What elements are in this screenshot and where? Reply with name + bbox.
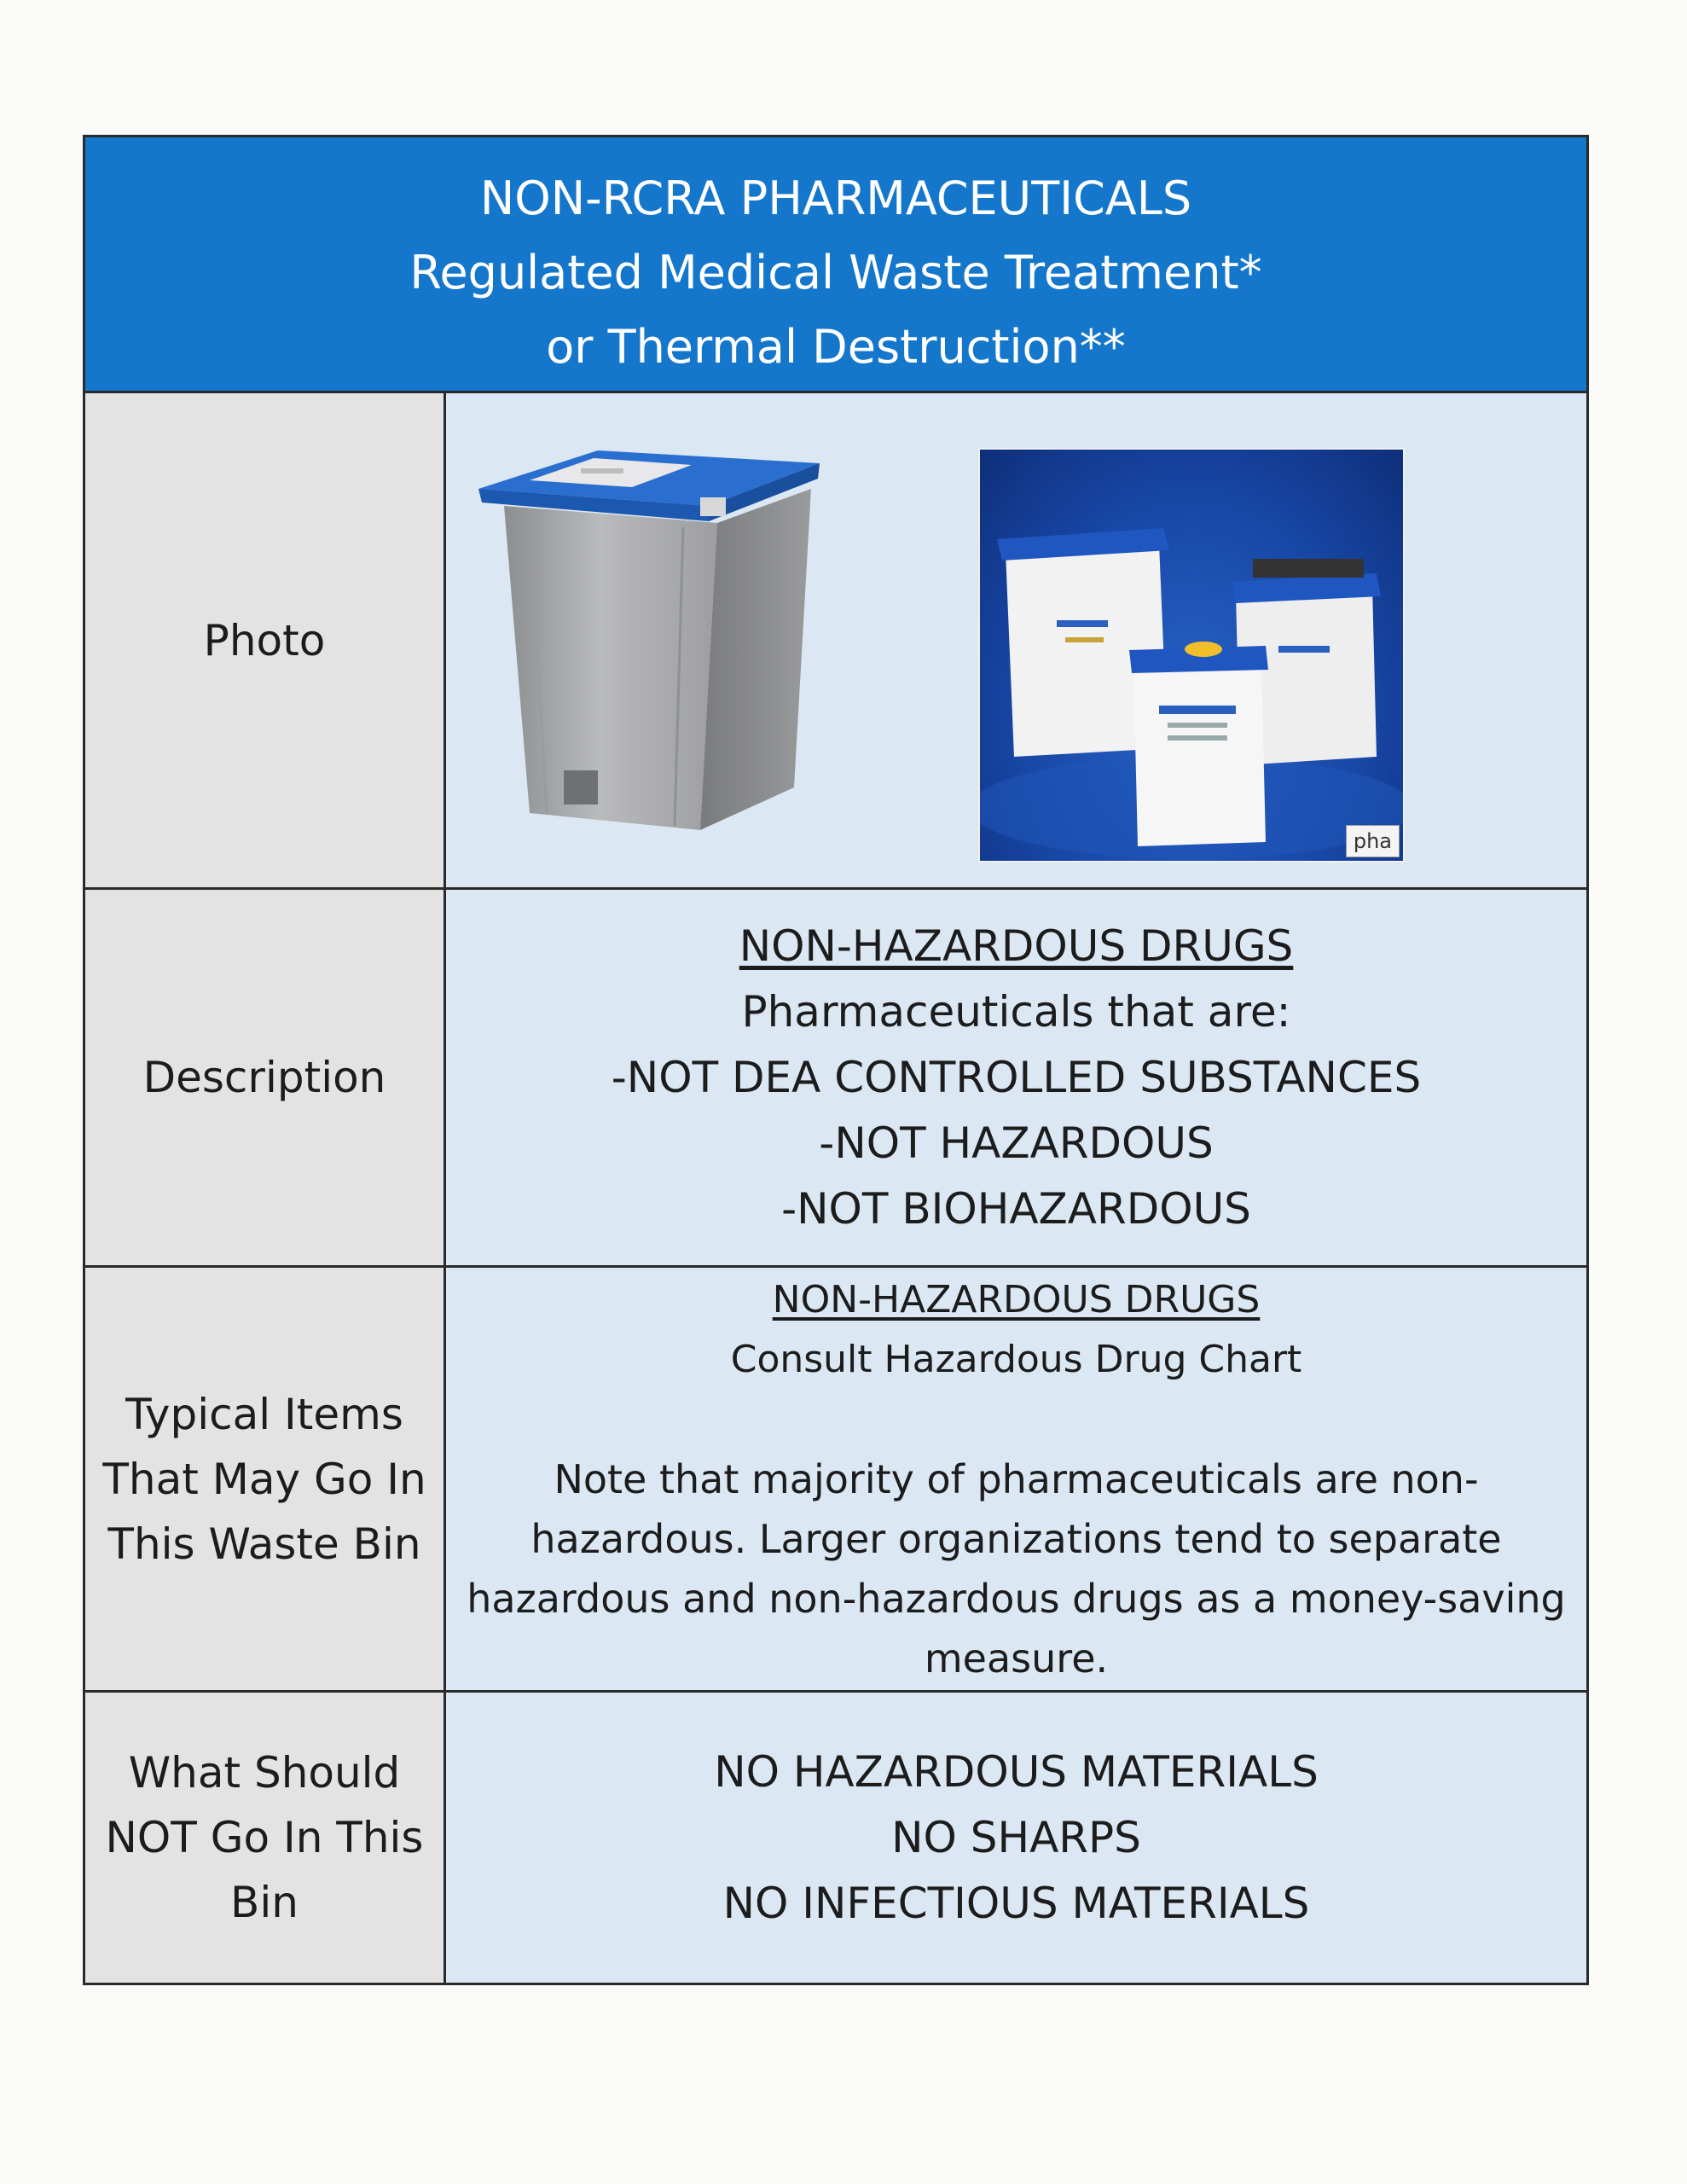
photo-cell	[446, 393, 1586, 887]
label-line: What Should	[128, 1748, 401, 1798]
row-photo	[85, 393, 1586, 890]
photo-caption: pha	[1346, 825, 1400, 857]
row-label-not-allowed	[85, 1693, 446, 1983]
not-allowed-cell	[446, 1693, 1586, 1983]
typical-heading: NON-HAZARDOUS DRUGS	[772, 1277, 1261, 1321]
not-allowed-line: NO INFECTIOUS MATERIALS	[722, 1878, 1310, 1928]
row-typical-items	[85, 1268, 1586, 1693]
sharps-containers-photo	[978, 448, 1405, 863]
label-line: NOT Go In This	[105, 1813, 424, 1862]
description-heading: NON-HAZARDOUS DRUGS	[739, 921, 1294, 971]
label-line: Bin	[230, 1878, 299, 1927]
header-subtitle-2: or Thermal Destruction**	[546, 320, 1126, 374]
gray-waste-bin-image	[470, 446, 828, 839]
label-line: This Waste Bin	[107, 1519, 421, 1569]
not-allowed-line: NO HAZARDOUS MATERIALS	[714, 1746, 1319, 1797]
row-label-photo: Photo	[85, 393, 446, 887]
row-label-description: Description	[85, 890, 446, 1265]
header-subtitle-1: Regulated Medical Waste Treatment*	[409, 246, 1262, 299]
table-header	[85, 137, 1586, 393]
row-description	[85, 890, 1586, 1268]
typical-note-line: hazardous. Larger organizations tend to separate	[530, 1515, 1502, 1562]
description-line: -NOT HAZARDOUS	[819, 1118, 1214, 1168]
header-title: NON-RCRA PHARMACEUTICALS	[479, 171, 1192, 225]
waste-bin-table	[83, 135, 1589, 1985]
label-line: Typical Items	[125, 1389, 403, 1439]
typical-note-line: measure.	[924, 1635, 1109, 1682]
typical-note-line: Note that majority of pharmaceuticals are non-	[554, 1455, 1479, 1502]
not-allowed-line: NO SHARPS	[891, 1812, 1141, 1862]
typical-subheading: Consult Hazardous Drug Chart	[730, 1337, 1302, 1381]
description-line: -NOT BIOHAZARDOUS	[781, 1183, 1251, 1234]
row-not-allowed	[85, 1693, 1586, 1983]
description-line: -NOT DEA CONTROLLED SUBSTANCES	[611, 1052, 1422, 1102]
description-cell	[446, 890, 1586, 1265]
description-line: Pharmaceuticals that are:	[741, 986, 1291, 1037]
typical-note-line: hazardous and non-hazardous drugs as a money-saving	[467, 1575, 1566, 1622]
row-label-typical-items	[85, 1268, 446, 1690]
label-line: That May Go In	[102, 1454, 426, 1504]
typical-items-cell	[446, 1268, 1586, 1690]
